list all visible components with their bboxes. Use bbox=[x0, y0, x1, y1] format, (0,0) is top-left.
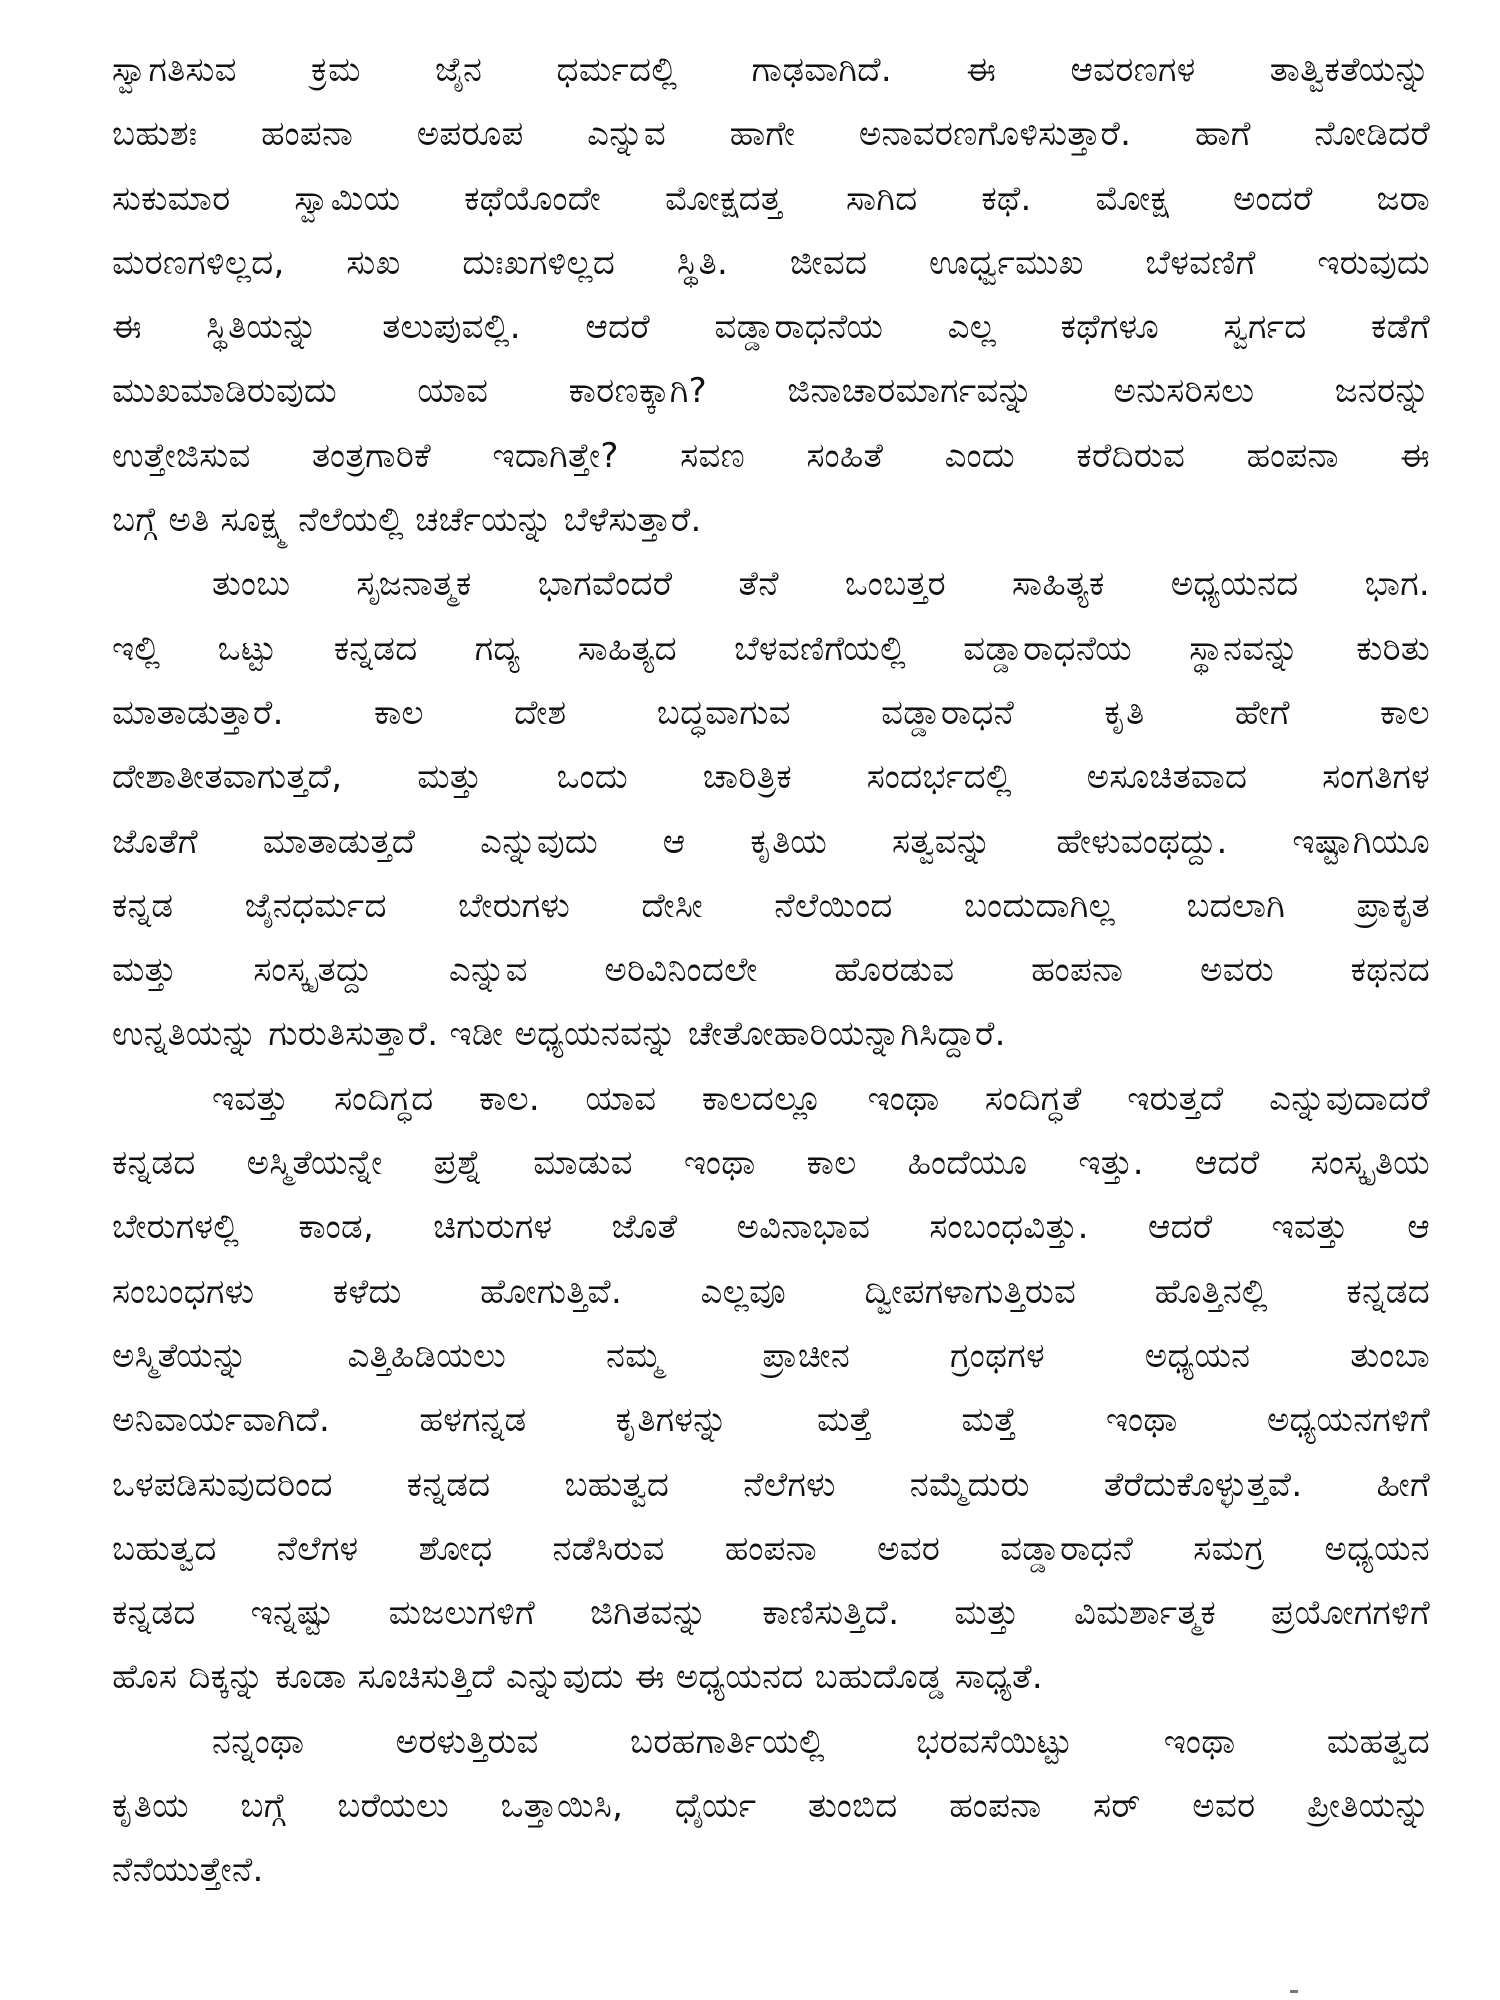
text-line: ಒಳಪಡಿಸುವುದರಿಂದ ಕನ್ನಡದ ಬಹುತ್ವದ ನೆಲೆಗಳು ನಮ್ಮೆದುರು ತೆರೆದುಕೊಳ್ಳುತ್ತವೆ. ಹೀಗೆ bbox=[112, 1464, 1430, 1505]
text-line: ತುಂಬು ಸೃಜನಾತ್ಮಕ ಭಾಗವೆಂದರೆ ತೆನೆ ಒಂಬತ್ತರ ಸಾಹಿತ್ಯಕ ಅಧ್ಯಯನದ ಭಾಗ. bbox=[212, 564, 1430, 605]
text-line: ಅನಿವಾರ್ಯವಾಗಿದೆ. ಹಳಗನ್ನಡ ಕೃತಿಗಳನ್ನು ಮತ್ತೆ ಮತ್ತೆ ಇಂಥಾ ಅಧ್ಯಯನಗಳಿಗೆ bbox=[112, 1400, 1430, 1441]
paragraph-3 bbox=[112, 1067, 1430, 1710]
text-line: ಉನ್ನತಿಯನ್ನು ಗುರುತಿಸುತ್ತಾರೆ. ಇಡೀ ಅಧ್ಯಯನವನ್ನು ಚೇತೋಹಾರಿಯನ್ನಾಗಿಸಿದ್ದಾರೆ. bbox=[112, 1014, 1006, 1055]
text-line: ಸ್ವಾಗತಿಸುವ ಕ್ರಮ ಜೈನ ಧರ್ಮದಲ್ಲಿ ಗಾಢವಾಗಿದೆ. ಈ ಆವರಣಗಳ ತಾತ್ವಿಕತೆಯನ್ನು bbox=[112, 50, 1430, 90]
text-line: ಮತ್ತು ಸಂಸ್ಕೃತದ್ದು ಎನ್ನುವ ಅರಿವಿನಿಂದಲೇ ಹೊರಡುವ ಹಂಪನಾ ಅವರು ಕಥನದ bbox=[112, 950, 1430, 991]
text-line: ಬಹುತ್ವದ ನೆಲೆಗಳ ಶೋಧ ನಡೆಸಿರುವ ಹಂಪನಾ ಅವರ ವಡ್ಡಾರಾಧನೆ ಸಮಗ್ರ ಅಧ್ಯಯನ bbox=[112, 1528, 1430, 1569]
text-line: ಸುಕುಮಾರ ಸ್ವಾಮಿಯ ಕಥೆಯೊಂದೇ ಮೋಕ್ಷದತ್ತ ಸಾಗಿದ ಕಥೆ. ಮೋಕ್ಷ ಅಂದರೆ ಜರಾ bbox=[112, 178, 1430, 219]
text-line: ನನ್ನಂಥಾ ಅರಳುತ್ತಿರುವ ಬರಹಗಾರ್ತಿಯಲ್ಲಿ ಭರವಸೆಯಿಟ್ಟು ಇಂಥಾ ಮಹತ್ವದ bbox=[212, 1721, 1430, 1762]
text-line: ನೆನೆಯುತ್ತೇನೆ. bbox=[112, 1850, 264, 1891]
text-line: ಬಗ್ಗೆ ಅತಿ ಸೂಕ್ಷ್ಮ ನೆಲೆಯಲ್ಲಿ ಚರ್ಚೆಯನ್ನು ಬೆಳೆಸುತ್ತಾರೆ. bbox=[112, 500, 702, 541]
paragraph-4 bbox=[112, 1710, 1430, 1903]
text-line: ಹೊಸ ದಿಕ್ಕನ್ನು ಕೂಡಾ ಸೂಚಿಸುತ್ತಿದೆ ಎನ್ನುವುದು ಈ ಅಧ್ಯಯನದ ಬಹುದೊಡ್ಡ ಸಾಧ್ಯತೆ. bbox=[112, 1657, 1043, 1698]
text-line: ಮುಖಮಾಡಿರುವುದು ಯಾವ ಕಾರಣಕ್ಕಾಗಿ? ಜಿನಾಚಾರಮಾರ್ಗವನ್ನು ಅನುಸರಿಸಲು ಜನರನ್ನು bbox=[112, 371, 1430, 412]
text-line: ಕನ್ನಡದ ಇನ್ನಷ್ಟು ಮಜಲುಗಳಿಗೆ ಜಿಗಿತವನ್ನು ಕಾಣಿಸುತ್ತಿದೆ. ಮತ್ತು ವಿಮರ್ಶಾತ್ಮಕ ಪ್ರಯೋಗಗಳಿಗೆ bbox=[112, 1593, 1430, 1634]
paragraph-2 bbox=[112, 552, 1430, 1066]
text-line: ಈ ಸ್ಥಿತಿಯನ್ನು ತಲುಪುವಲ್ಲಿ. ಆದರೆ ವಡ್ಡಾರಾಧನೆಯ ಎಲ್ಲ ಕಥೆಗಳೂ ಸ್ವರ್ಗದ ಕಡೆಗೆ bbox=[112, 307, 1430, 348]
text-line: ಇವತ್ತು ಸಂದಿಗ್ಧದ ಕಾಲ. ಯಾವ ಕಾಲದಲ್ಲೂ ಇಂಥಾ ಸಂದಿಗ್ಧತೆ ಇರುತ್ತದೆ ಎನ್ನುವುದಾದರೆ bbox=[212, 1078, 1430, 1119]
text-line: ಬಹುಶಃ ಹಂಪನಾ ಅಪರೂಪ ಎನ್ನುವ ಹಾಗೇ ಅನಾವರಣಗೊಳಿಸುತ್ತಾರೆ. ಹಾಗೆ ನೋಡಿದರೆ bbox=[112, 114, 1430, 155]
paragraph-1 bbox=[112, 38, 1430, 552]
text-line: ಅಸ್ಮಿತೆಯನ್ನು ಎತ್ತಿಹಿಡಿಯಲು ನಮ್ಮ ಪ್ರಾಚೀನ ಗ್ರಂಥಗಳ ಅಧ್ಯಯನ ತುಂಬಾ bbox=[112, 1335, 1430, 1376]
scan-mark bbox=[1290, 1990, 1298, 1993]
text-line: ಮಾತಾಡುತ್ತಾರೆ. ಕಾಲ ದೇಶ ಬದ್ಧವಾಗುವ ವಡ್ಡಾರಾಧನೆ ಕೃತಿ ಹೇಗೆ ಕಾಲ bbox=[112, 692, 1430, 733]
text-line: ಬೇರುಗಳಲ್ಲಿ ಕಾಂಡ, ಚಿಗುರುಗಳ ಜೊತೆ ಅವಿನಾಭಾವ ಸಂಬಂಧವಿತ್ತು. ಆದರೆ ಇವತ್ತು ಆ bbox=[112, 1207, 1430, 1248]
text-line: ಮರಣಗಳಿಲ್ಲದ, ಸುಖ ದುಃಖಗಳಿಲ್ಲದ ಸ್ಥಿತಿ. ಜೀವದ ಊರ್ಧ್ವಮುಖ ಬೆಳವಣಿಗೆ ಇರುವುದು bbox=[112, 242, 1430, 283]
text-line: ಕನ್ನಡದ ಅಸ್ಮಿತೆಯನ್ನೇ ಪ್ರಶ್ನೆ ಮಾಡುವ ಇಂಥಾ ಕಾಲ ಹಿಂದೆಯೂ ಇತ್ತು. ಆದರೆ ಸಂಸ್ಕೃತಿಯ bbox=[112, 1143, 1430, 1184]
text-line: ಇಲ್ಲಿ ಒಟ್ಟು ಕನ್ನಡದ ಗದ್ಯ ಸಾಹಿತ್ಯದ ಬೆಳವಣಿಗೆಯಲ್ಲಿ ವಡ್ಡಾರಾಧನೆಯ ಸ್ಥಾನವನ್ನು ಕುರಿತು bbox=[112, 628, 1430, 669]
text-line: ಜೊತೆಗೆ ಮಾತಾಡುತ್ತದೆ ಎನ್ನುವುದು ಆ ಕೃತಿಯ ಸತ್ವವನ್ನು ಹೇಳುವಂಥದ್ದು. ಇಷ್ಟಾಗಿಯೂ bbox=[112, 821, 1430, 862]
text-line: ಕೃತಿಯ ಬಗ್ಗೆ ಬರೆಯಲು ಒತ್ತಾಯಿಸಿ, ಧೈರ್ಯ ತುಂಬಿದ ಹಂಪನಾ ಸರ್ ಅವರ ಪ್ರೀತಿಯನ್ನು bbox=[112, 1786, 1430, 1827]
text-line: ಉತ್ತೇಜಿಸುವ ತಂತ್ರಗಾರಿಕೆ ಇದಾಗಿತ್ತೇ? ಸವಣ ಸಂಹಿತೆ ಎಂದು ಕರೆದಿರುವ ಹಂಪನಾ ಈ bbox=[112, 435, 1430, 476]
text-line: ಕನ್ನಡ ಜೈನಧರ್ಮದ ಬೇರುಗಳು ದೇಸೀ ನೆಲೆಯಿಂದ ಬಂದುದಾಗಿಲ್ಲ ಬದಲಾಗಿ ಪ್ರಾಕೃತ bbox=[112, 885, 1430, 926]
text-line: ಸಂಬಂಧಗಳು ಕಳೆದು ಹೋಗುತ್ತಿವೆ. ಎಲ್ಲವೂ ದ್ವೀಪಗಳಾಗುತ್ತಿರುವ ಹೊತ್ತಿನಲ್ಲಿ ಕನ್ನಡದ bbox=[112, 1271, 1430, 1312]
text-line: ದೇಶಾತೀತವಾಗುತ್ತದೆ, ಮತ್ತು ಒಂದು ಚಾರಿತ್ರಿಕ ಸಂದರ್ಭದಲ್ಲಿ ಅಸೂಚಿತವಾದ ಸಂಗತಿಗಳ bbox=[112, 757, 1430, 798]
